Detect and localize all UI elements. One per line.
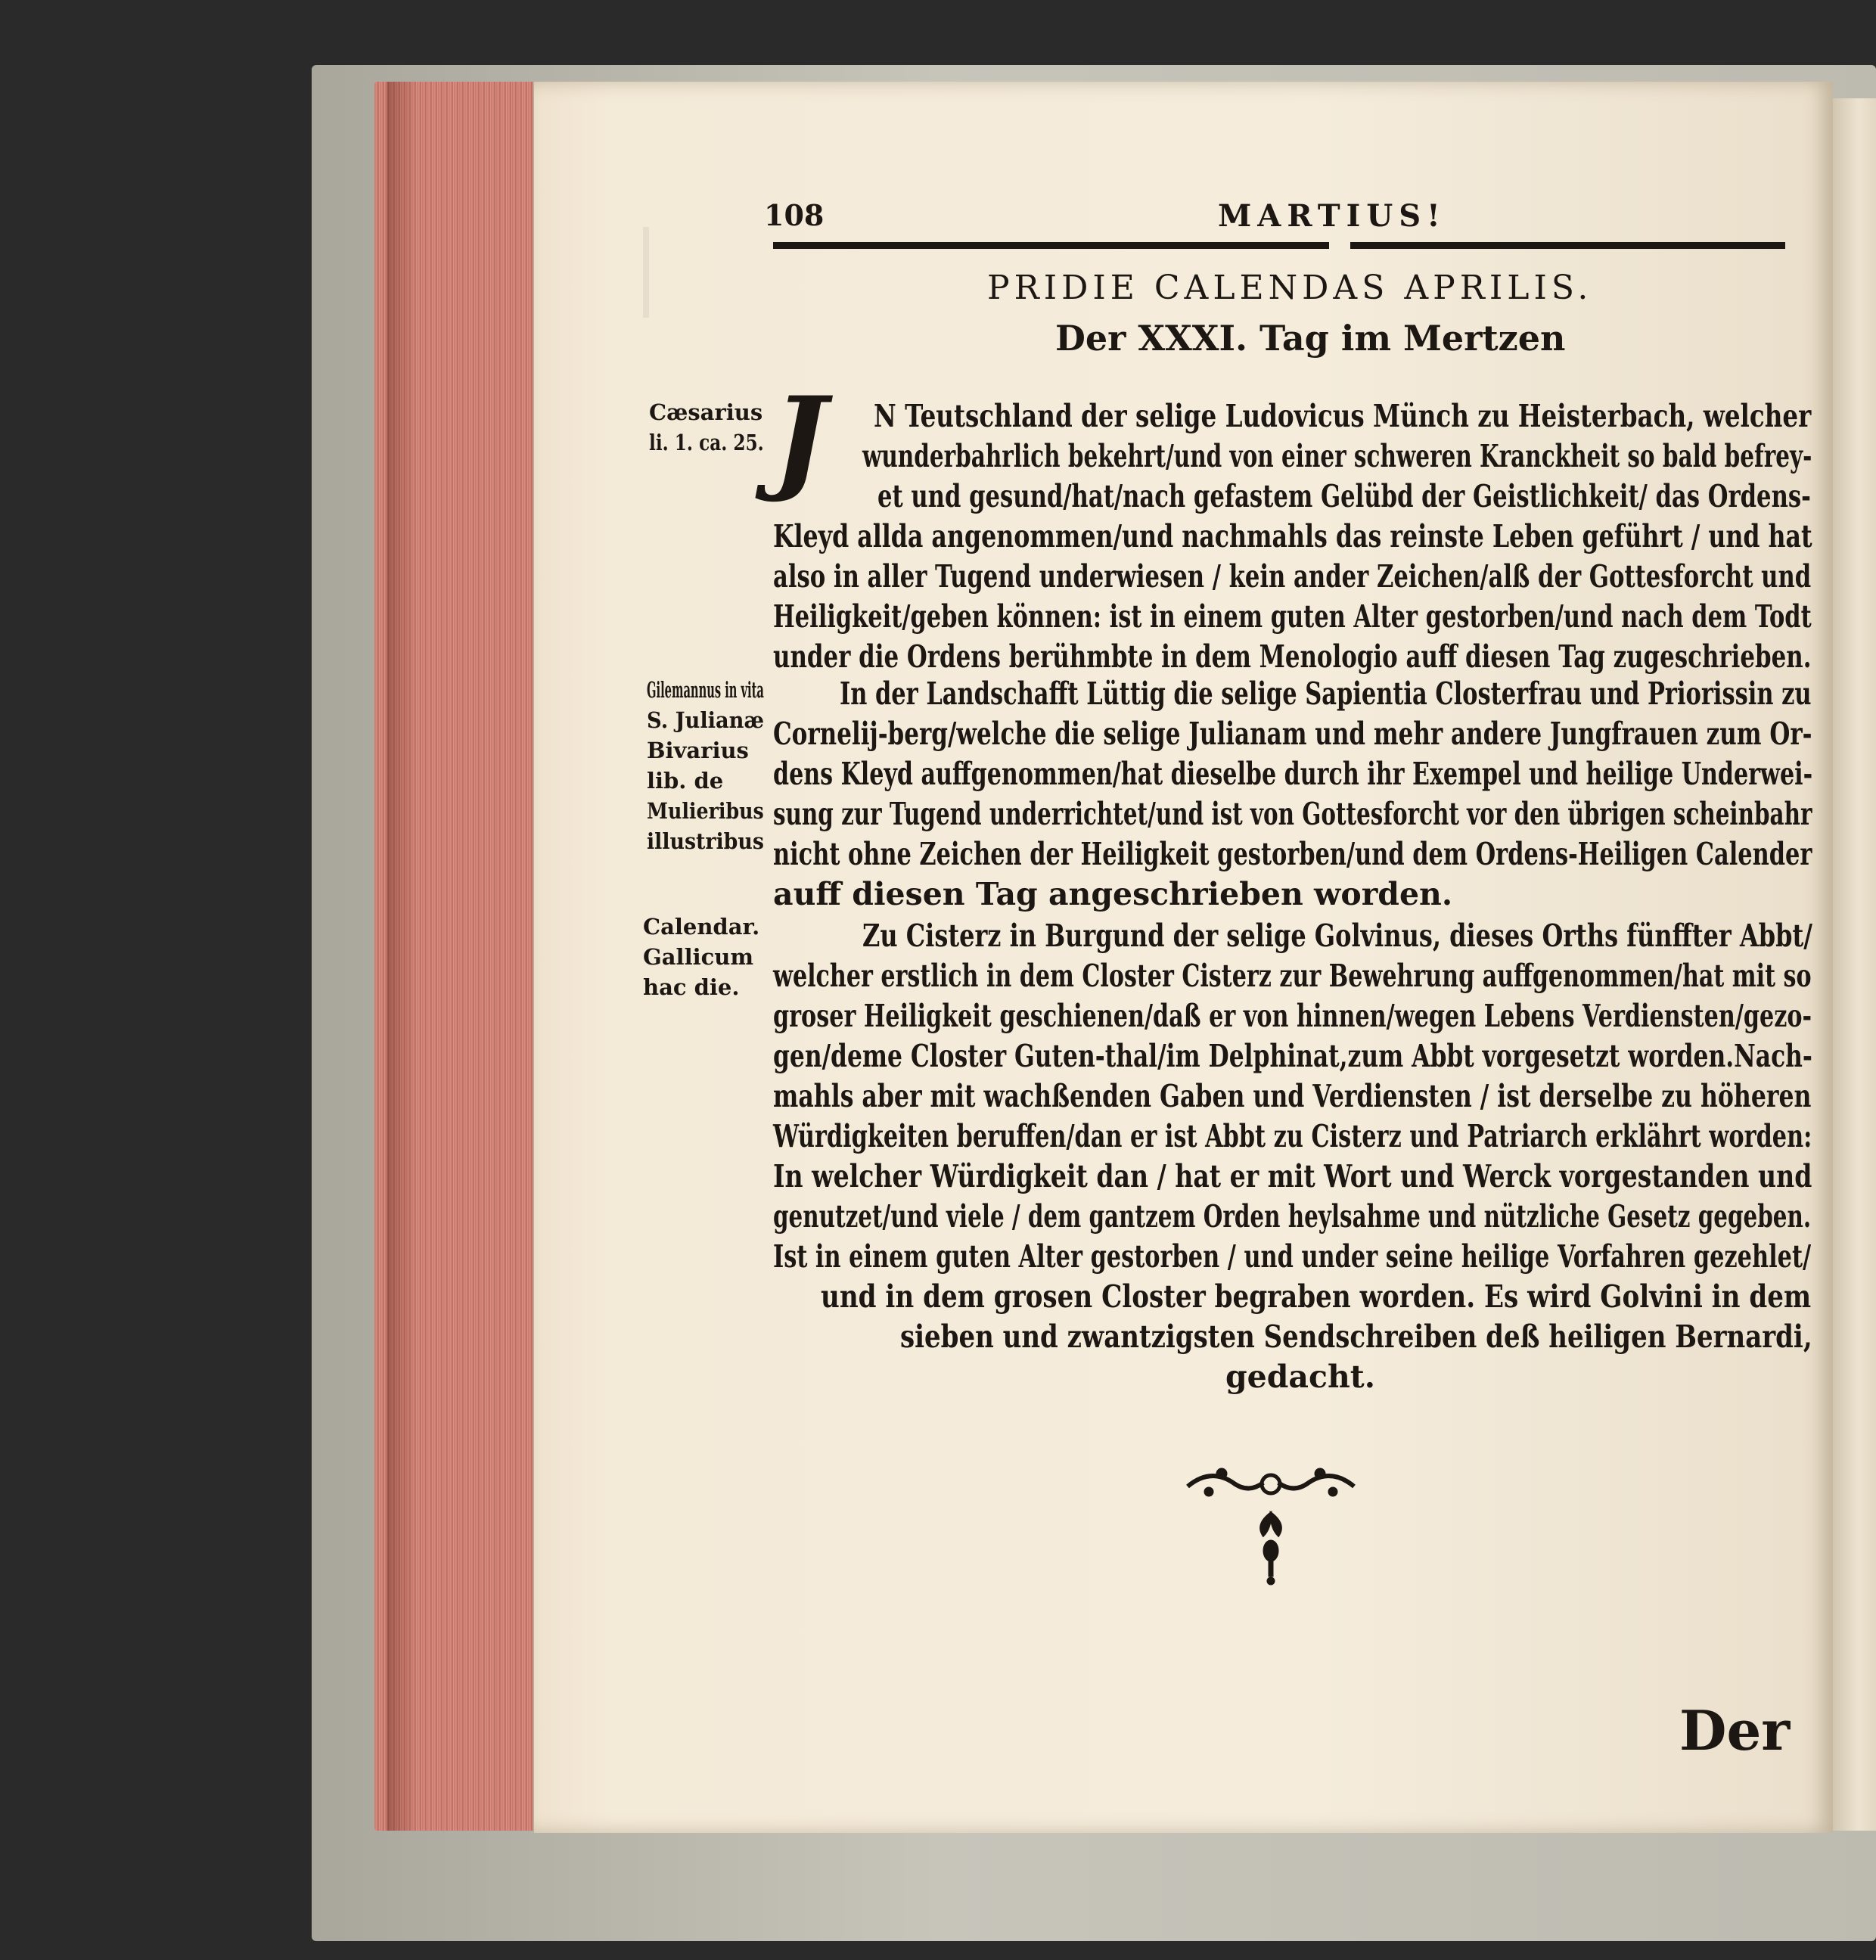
text-line: genutzet/und viele / dem gantzem Orden heylsahme und nützliche Gesetz gegeben. [773,1198,1812,1235]
text-line: wunderbahrlich bekehrt/und von einer schweren Kranckheit so bald befrey- [862,438,1812,474]
text-line: und in dem grosen Closter begraben worden. Es wird Golvini in dem [821,1278,1812,1315]
printers-ornament [1180,1460,1362,1589]
text-line: nicht ohne Zeichen der Heiligkeit gestorben/und dem Ordens-Heiligen Calender [773,836,1812,872]
catchword: Der [1679,1698,1791,1763]
text-line: welcher erstlich in dem Closter Cisterz zur Bewehrung auffgenommen/hat mit so [773,958,1812,994]
text-line: dens Kleyd auffgenommen/hat dieselbe durch ihr Exempel und heilige Underwei- [773,756,1813,792]
margin-note: Gallicum [643,944,754,970]
page-number: 108 [764,198,825,232]
text-line: groser Heiligkeit geschienen/daß er von hinnen/wegen Lebens Verdiensten/gezo- [773,998,1812,1034]
header-rule-right [1350,242,1785,249]
text-line: auff diesen Tag angeschrieben worden. [773,876,1453,912]
margin-note: Cæsarius [649,399,763,425]
text-line: Würdigkeiten beruffen/dan er ist Abbt zu Cisterz und Patriarch erklährt worden: [773,1118,1812,1154]
text-line: also in aller Tugend underwiesen / kein ander Zeichen/alß der Gottesforcht und [773,558,1812,595]
decorated-initial: J [773,372,827,505]
margin-note: Mulieribus [647,798,764,824]
facing-page-edge [1833,98,1876,1831]
text-line: gedacht. [1225,1359,1375,1395]
text-line: Heiligkeit/geben können: ist in einem guten Alter gestorben/und nach dem Todt [773,598,1812,635]
text-line: Cornelij-berg/welche die selige Julianam und mehr andere Jungfrauen zum Or- [773,716,1812,752]
text-line: Kleyd allda angenommen/und nachmahls das reinste Leben geführt / und hat [773,518,1812,554]
margin-note: Bivarius [647,738,749,763]
margin-note: S. Julianæ [647,707,765,733]
section-subtitle: PRIDIE CALENDAS APRILIS. [987,269,1593,307]
text-line: In der Landschafft Lüttig die selige Sapientia Closterfrau und Priorissin zu [840,676,1812,712]
margin-note: hac die. [643,974,740,1000]
text-line: N Teutschland der selige Ludovicus Münch zu Heisterbach, welcher [874,398,1812,434]
margin-note: li. 1. ca. 25. [649,430,764,455]
day-heading: Der XXXI. Tag im Mertzen [1055,318,1566,359]
margin-note: illustribus [647,828,764,854]
text-line: Zu Cisterz in Burgund der selige Golvinus, dieses Orths fünffter Abbt/ [862,918,1812,954]
text-line: mahls aber mit wachßenden Gaben und Verdiensten / ist derselbe zu höheren [773,1078,1812,1114]
text-line: under die Ordens berühmbte in dem Menologio auff diesen Tag zugeschrieben. [773,638,1812,675]
margin-note: Gilemannus in vita [647,677,764,703]
running-title: MARTIUS! [1218,198,1446,234]
text-line: gen/deme Closter Guten-thal/im Delphinat,zum Abbt vorgesetzt worden.Nach- [773,1038,1812,1074]
margin-note: lib. de [647,768,724,794]
text-line: Ist in einem guten Alter gestorben / und under seine heilige Vorfahren gezehlet/ [773,1238,1812,1275]
margin-note: Calendar. [643,914,760,940]
text-line: sieben und zwantzigsten Sendschreiben deß heiligen Bernardi, [900,1319,1812,1355]
header-rule-left [773,242,1329,249]
bleed-through [643,227,770,318]
page-fore-edge [374,82,533,1831]
text-line: et und gesund/hat/nach gefastem Gelübd der Geistlichkeit/ das Ordens- [877,478,1811,514]
text-line: sung zur Tugend underrichtet/und ist von Gottesforcht vor den übrigen scheinbahr [773,796,1812,832]
text-line: In welcher Würdigkeit dan / hat er mit Wort und Werck vorgestanden und [773,1158,1812,1194]
